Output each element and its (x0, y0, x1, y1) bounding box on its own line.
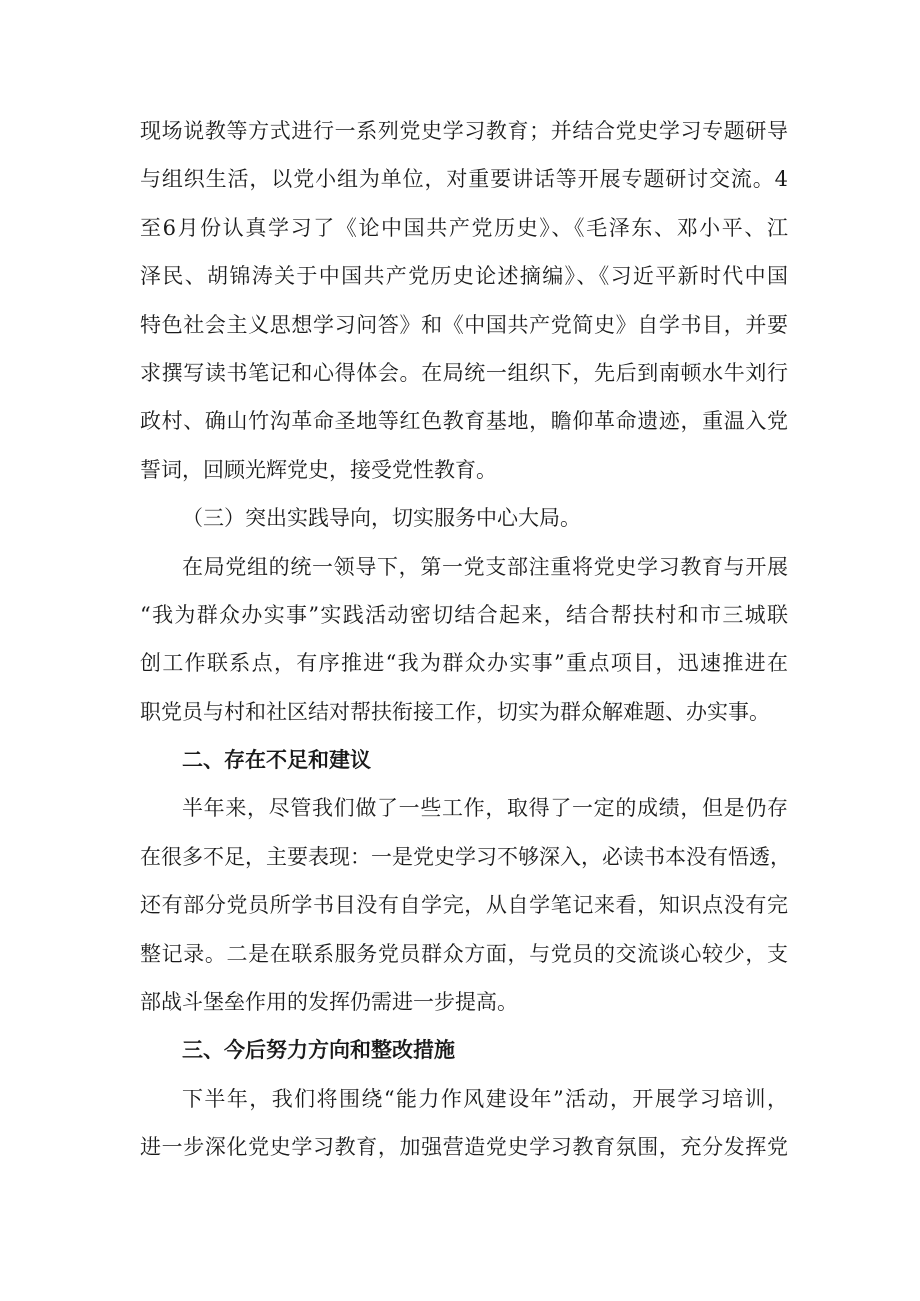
paragraph-practice (140, 543, 788, 737)
text-line: 在很多不足，主要表现：一是党史学习不够深入，必读书本没有悟透， (140, 844, 791, 869)
paragraph-future-plans (140, 1075, 788, 1172)
text-line: 现场说教等方式进行一系列党史学习教育；并结合党史学习专题研导 (140, 119, 788, 143)
text-line: 泽民、胡锦涛关于中国共产党历史论述摘编》、《习近平新时代中国 (140, 264, 788, 289)
heading-future-directions (140, 1026, 788, 1074)
heading-shortcomings (140, 736, 788, 784)
subheading-section-3 (140, 494, 788, 542)
text-line: 政村、确山竹沟革命圣地等红色教育基地，瞻仰革命遗迹，重温入党 (140, 409, 788, 434)
text-line: 整记录。二是在联系服务党员群众方面，与党员的交流谈心较少，支 (140, 941, 788, 966)
document-body (140, 107, 791, 1172)
text-line: 至6月份认真学习了《论中国共产党历史》、《毛泽东、邓小平、江 (140, 215, 788, 240)
text-line: 部战斗堡垒作用的发挥仍需进一步提高。 (140, 990, 518, 1015)
text-line: 誓词，回顾光辉党史，接受党性教育。 (140, 457, 497, 482)
text-line: 特色社会主义思想学习问答》和《中国共产党简史》自学书目，并要 (140, 312, 788, 337)
text-line: 进一步深化党史学习教育，加强营造党史学习教育氛围，充分发挥党 (140, 1135, 788, 1160)
text-line: 职党员与村和社区结对帮扶衔接工作，切实为群众解难题、办实事。 (140, 699, 770, 724)
subheading-text: （三）突出实践导向，切实服务中心大局。 (182, 506, 581, 531)
text-line: 还有部分党员所学书目没有自学完，从自学笔记来看，知识点没有完 (140, 893, 788, 918)
section-heading: 二、存在不足和建议 (182, 748, 371, 773)
section-heading: 三、今后努力方向和整改措施 (182, 1038, 455, 1063)
text-line: 求撰写读书笔记和心得体会。在局统一组织下，先后到南顿水牛刘行 (140, 360, 788, 385)
paragraph-shortcomings (140, 784, 791, 1026)
text-line: 半年来，尽管我们做了一些工作，取得了一定的成绩，但是仍存 (182, 796, 788, 821)
paragraph-study-activities (140, 107, 788, 494)
text-line: 下半年，我们将围绕“能力作风建设年”活动，开展学习培训， (182, 1086, 788, 1111)
text-line: “我为群众办实事”实践活动密切结合起来，结合帮扶村和市三城联 (140, 602, 788, 627)
text-line: 在局党组的统一领导下，第一党支部注重将党史学习教育与开展 (182, 554, 788, 579)
text-line: 与组织生活，以党小组为单位，对重要讲话等开展专题研讨交流。4 (140, 167, 788, 192)
text-line: 创工作联系点，有序推进“我为群众办实事”重点项目，迅速推进在 (140, 651, 788, 676)
